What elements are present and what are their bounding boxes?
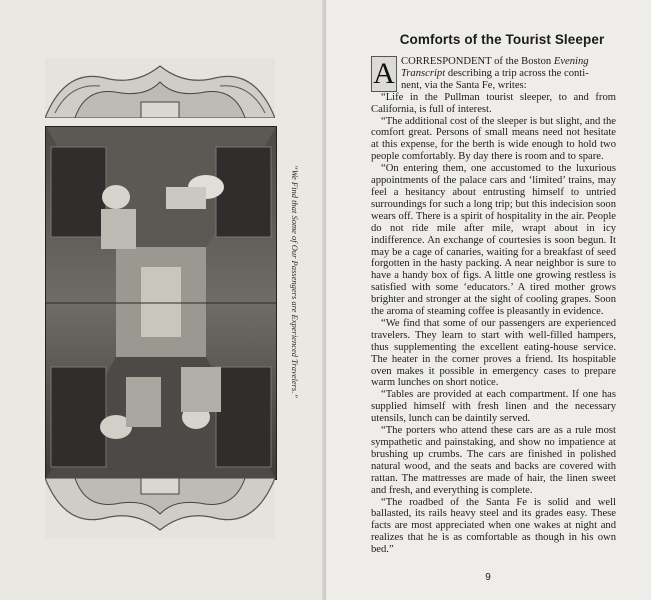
sleeper-car-photo xyxy=(45,126,277,480)
photo-image xyxy=(46,127,276,479)
intro-line-2 xyxy=(371,68,616,80)
caption-text: “We Find that Some of Our Passengers are Experienced Travelers.” xyxy=(290,165,300,399)
paragraph: “The porters who attend these cars are as a rule most sympathetic and painstaking, and show no impatience at brushing up crumbs. The cars are finished in polished natural wood, and the seats and backs are covered with rattan. The mattresses are made of hair, the linen sweet and fresh, and everything is complete. xyxy=(371,425,616,496)
drop-cap: A xyxy=(371,56,397,92)
paragraph: “Life in the Pullman tourist sleeper, to and from California, is full of interest. xyxy=(371,91,616,115)
article-title: Comforts of the Tourist Sleeper xyxy=(399,32,605,47)
intro-line-1 xyxy=(371,56,616,68)
bottom-ornament xyxy=(45,478,275,538)
intro-text-1: CORRESPONDENT of the Boston xyxy=(401,56,552,67)
article-body xyxy=(371,56,616,556)
intro-text-2: describing a trip across the conti- xyxy=(447,67,589,79)
paragraph: “Tables are provided at each compartment. If one has supplied himself with fresh linen and the necessary utensils, lunch can be daintily served. xyxy=(371,389,616,425)
paragraph: “We find that some of our passengers are experienced travelers. They learn to start with well-filled hampers, thus supplementing the excellent eating-house service. The heater in the corner proves a friend. Its hospitable oven makes it possible in emergency cases to prepare warm lunches on short notice. xyxy=(371,317,616,389)
photo-caption xyxy=(288,165,300,525)
newspaper-name-1: Evening xyxy=(553,56,589,67)
top-ornament xyxy=(45,58,275,118)
intro-line-3: nent, via the Santa Fe, writes: xyxy=(401,79,527,91)
page-number: 9 xyxy=(485,572,491,583)
newspaper-name-2: Transcript xyxy=(401,67,446,79)
paragraph: “On entering them, one accustomed to the luxurious appointments of the palace cars and ‘limited’ trains, may feel a hesitancy about entrusting himself to untried surroundings for such a long trip; but this indecision soon wears off. There is a spirit of hospitality in the air. People do not ride mile after mile, wrapt about in icy indifference. An exchange of courtesies is soon begun. It may be a cage of canaries, waiting for a breakfast of seed forgotten in the hasty packing. A near neighbor is sure to have a handy box of figs. A little one growing restless is satisfied with some ‘educators.’ A tired mother grows brighter and stronger at the sight of cooling grapes. Soon the aroma of steaming coffee is pleasantly in evidence. xyxy=(371,163,616,318)
paragraph: “The additional cost of the sleeper is but slight, and the comfort great. Persons of small means need not hesitate at this expense, for the berth is wide enough to hold two people comfortably. By day there is room and to spare. xyxy=(371,115,616,163)
paragraph: “The roadbed of the Santa Fe is solid and well ballasted, its rails heavy steel and its grades easy. These facts are most appreciated when one wakes at night and realizes that he is as comfortable as though in his own bed.” xyxy=(371,496,616,556)
intro-paragraph xyxy=(371,56,616,92)
